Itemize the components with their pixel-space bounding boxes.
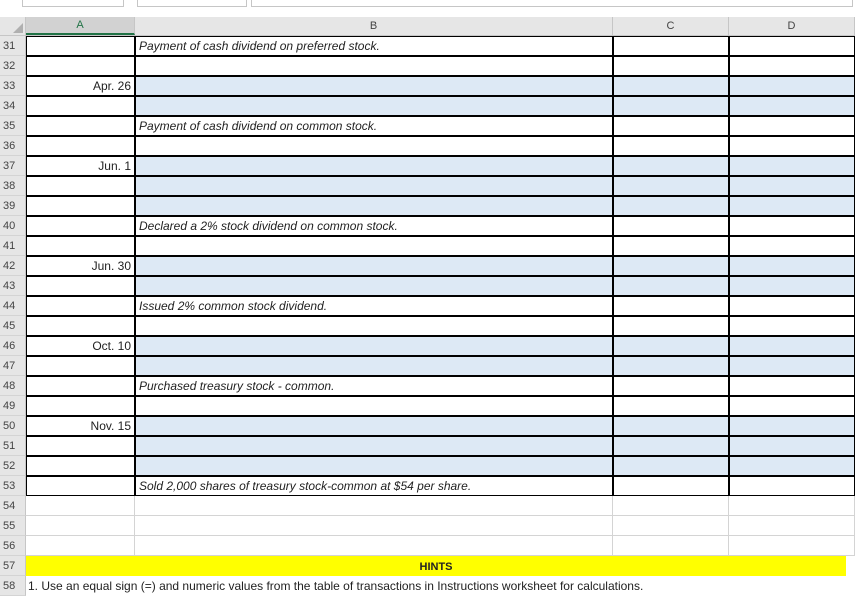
cell-c[interactable] — [613, 376, 729, 396]
cell-a[interactable] — [26, 116, 135, 136]
cell-d[interactable] — [729, 316, 855, 336]
cell-a[interactable] — [26, 96, 135, 116]
cell-b[interactable] — [135, 196, 613, 216]
cell-d[interactable] — [729, 116, 855, 136]
cell-b[interactable] — [135, 336, 613, 356]
cell-d[interactable] — [729, 216, 855, 236]
table-row — [0, 316, 855, 336]
formula-toolbar[interactable] — [137, 0, 247, 7]
cell-b[interactable] — [135, 356, 613, 376]
cell-a[interactable] — [26, 216, 135, 236]
cell-d[interactable] — [729, 516, 855, 536]
table-row — [0, 296, 855, 316]
table-row — [0, 536, 855, 556]
cell-d[interactable] — [729, 256, 855, 276]
hint-note-cell[interactable]: 1. Use an equal sign (=) and numeric values from the table of transactions in Instructions worksheet for calculations. — [28, 579, 644, 593]
cell-b[interactable] — [135, 136, 613, 156]
cell-b[interactable] — [135, 276, 613, 296]
table-row — [0, 336, 855, 356]
table-row — [0, 476, 855, 496]
cell-c[interactable] — [613, 76, 729, 96]
row-number[interactable]: 52 — [0, 456, 26, 476]
cell-a[interactable] — [26, 456, 135, 476]
table-row — [0, 196, 855, 216]
cell-a[interactable] — [26, 196, 135, 216]
table-row — [0, 36, 855, 56]
row-number[interactable]: 38 — [0, 176, 26, 196]
table-row — [0, 136, 855, 156]
cell-b[interactable]: Issued 2% common stock dividend. — [135, 296, 613, 316]
table-row — [0, 376, 855, 396]
cell-c[interactable] — [613, 56, 729, 76]
row-number[interactable]: 47 — [0, 356, 26, 376]
cell-a[interactable] — [26, 356, 135, 376]
cell-b[interactable] — [135, 416, 613, 436]
name-box[interactable] — [22, 0, 124, 7]
cell-a[interactable] — [26, 296, 135, 316]
cell-d[interactable] — [729, 96, 855, 116]
cell-c[interactable] — [613, 116, 729, 136]
row-number[interactable]: 46 — [0, 336, 26, 356]
cell-b[interactable] — [135, 516, 613, 536]
cell-d[interactable] — [729, 36, 855, 56]
row-number[interactable]: 36 — [0, 136, 26, 156]
cell-c[interactable] — [613, 96, 729, 116]
cell-d[interactable] — [729, 336, 855, 356]
table-row — [0, 456, 855, 476]
cell-d[interactable] — [729, 416, 855, 436]
table-row — [0, 396, 855, 416]
cell-d[interactable] — [729, 156, 855, 176]
cell-c[interactable] — [613, 256, 729, 276]
select-all-icon — [13, 23, 23, 33]
cell-c[interactable] — [613, 536, 729, 556]
table-row — [0, 436, 855, 456]
row-number[interactable]: 40 — [0, 216, 26, 236]
cell-d[interactable] — [729, 296, 855, 316]
cell-a[interactable]: Jun. 30 — [26, 256, 135, 276]
cell-c[interactable] — [613, 276, 729, 296]
cell-d[interactable] — [729, 356, 855, 376]
hints-heading-cell[interactable]: HINTS — [26, 556, 846, 576]
row-number[interactable]: 51 — [0, 436, 26, 456]
row-number[interactable]: 56 — [0, 536, 26, 556]
cell-a[interactable] — [26, 176, 135, 196]
cell-d[interactable] — [729, 56, 855, 76]
row-number[interactable]: 44 — [0, 296, 26, 316]
cell-d[interactable] — [729, 476, 855, 496]
cell-c[interactable] — [613, 196, 729, 216]
cell-c[interactable] — [613, 236, 729, 256]
row-number[interactable]: 31 — [0, 36, 26, 56]
row-number[interactable]: 48 — [0, 376, 26, 396]
cell-c[interactable] — [613, 436, 729, 456]
row-number[interactable]: 39 — [0, 196, 26, 216]
cell-d[interactable] — [729, 396, 855, 416]
column-header-row — [0, 17, 855, 36]
table-row — [0, 416, 855, 436]
cell-b[interactable]: Payment of cash dividend on common stock. — [135, 116, 613, 136]
cell-c[interactable] — [613, 136, 729, 156]
cell-b[interactable] — [135, 176, 613, 196]
formula-input[interactable] — [251, 0, 853, 7]
row-number[interactable]: 55 — [0, 516, 26, 536]
row-number[interactable]: 35 — [0, 116, 26, 136]
cell-a[interactable] — [26, 516, 135, 536]
table-row — [0, 96, 855, 116]
table-row — [0, 496, 855, 516]
table-row — [0, 576, 855, 596]
cell-b[interactable] — [135, 436, 613, 456]
cell-a[interactable] — [26, 316, 135, 336]
table-row — [0, 76, 855, 96]
cell-c[interactable] — [613, 496, 729, 516]
cell-b[interactable] — [135, 236, 613, 256]
cell-c[interactable] — [613, 36, 729, 56]
cell-a[interactable] — [26, 376, 135, 396]
column-header-a[interactable]: A — [26, 17, 135, 35]
cell-d[interactable] — [729, 196, 855, 216]
cell-a[interactable] — [26, 496, 135, 516]
cell-d[interactable] — [729, 376, 855, 396]
cell-c[interactable] — [613, 516, 729, 536]
cell-a[interactable]: Nov. 15 — [26, 416, 135, 436]
cell-d[interactable] — [729, 176, 855, 196]
cell-b[interactable] — [135, 96, 613, 116]
cell-d[interactable] — [729, 496, 855, 516]
table-row — [0, 276, 855, 296]
cell-b[interactable]: Purchased treasury stock - common. — [135, 376, 613, 396]
table-row — [0, 116, 855, 136]
row-number[interactable]: 57 — [0, 556, 26, 576]
table-row — [0, 356, 855, 376]
row-number[interactable]: 41 — [0, 236, 26, 256]
cell-d[interactable] — [729, 236, 855, 256]
cell-b[interactable] — [135, 396, 613, 416]
column-header-c[interactable]: C — [613, 17, 729, 35]
table-row — [0, 556, 855, 576]
cell-b[interactable]: Payment of cash dividend on preferred stock. — [135, 36, 613, 56]
row-number[interactable]: 53 — [0, 476, 26, 496]
row-number[interactable]: 49 — [0, 396, 26, 416]
cell-c[interactable] — [613, 456, 729, 476]
cell-b[interactable] — [135, 156, 613, 176]
row-number[interactable]: 45 — [0, 316, 26, 336]
cell-a[interactable] — [26, 136, 135, 156]
cell-b[interactable]: Sold 2,000 shares of treasury stock-common at $54 per share. — [135, 476, 613, 496]
cell-a[interactable] — [26, 276, 135, 296]
cell-a[interactable] — [26, 236, 135, 256]
row-number[interactable]: 34 — [0, 96, 26, 116]
row-number[interactable]: 54 — [0, 496, 26, 516]
cell-b[interactable] — [135, 536, 613, 556]
table-row — [0, 176, 855, 196]
cell-c[interactable] — [613, 356, 729, 376]
row-number[interactable]: 58 — [0, 576, 26, 596]
cell-d[interactable] — [729, 276, 855, 296]
cell-c[interactable] — [613, 316, 729, 336]
cell-a[interactable]: Apr. 26 — [26, 76, 135, 96]
row-number[interactable]: 33 — [0, 76, 26, 96]
cell-b[interactable] — [135, 456, 613, 476]
cell-b[interactable] — [135, 256, 613, 276]
cell-a[interactable] — [26, 56, 135, 76]
cell-c[interactable] — [613, 156, 729, 176]
formula-bar-area — [0, 0, 855, 17]
cell-a[interactable] — [26, 396, 135, 416]
cell-a[interactable] — [26, 36, 135, 56]
cell-a[interactable]: Oct. 10 — [26, 336, 135, 356]
table-row — [0, 156, 855, 176]
table-row — [0, 216, 855, 236]
row-number[interactable]: 42 — [0, 256, 26, 276]
cell-a[interactable]: Jun. 1 — [26, 156, 135, 176]
cell-b[interactable] — [135, 316, 613, 336]
cell-a[interactable] — [26, 476, 135, 496]
table-row — [0, 56, 855, 76]
row-number[interactable]: 32 — [0, 56, 26, 76]
cell-a[interactable] — [26, 536, 135, 556]
cell-d[interactable] — [729, 536, 855, 556]
cell-b[interactable] — [135, 496, 613, 516]
row-number[interactable]: 50 — [0, 416, 26, 436]
cell-c[interactable] — [613, 336, 729, 356]
table-row — [0, 516, 855, 536]
cell-c[interactable] — [613, 296, 729, 316]
cell-b[interactable] — [135, 56, 613, 76]
cell-d[interactable] — [729, 436, 855, 456]
table-row — [0, 256, 855, 276]
column-header-b[interactable]: B — [135, 17, 613, 35]
cell-a[interactable] — [26, 436, 135, 456]
table-row — [0, 236, 855, 256]
cell-c[interactable] — [613, 176, 729, 196]
cell-d[interactable] — [729, 456, 855, 476]
select-all-corner[interactable] — [0, 17, 26, 35]
cell-c[interactable] — [613, 476, 729, 496]
cell-c[interactable] — [613, 396, 729, 416]
row-number[interactable]: 43 — [0, 276, 26, 296]
cell-c[interactable] — [613, 416, 729, 436]
cell-b[interactable]: Declared a 2% stock dividend on common stock. — [135, 216, 613, 236]
cell-d[interactable] — [729, 76, 855, 96]
cell-b[interactable] — [135, 76, 613, 96]
cell-c[interactable] — [613, 216, 729, 236]
column-header-d[interactable]: D — [729, 17, 855, 35]
cell-d[interactable] — [729, 136, 855, 156]
row-number[interactable]: 37 — [0, 156, 26, 176]
